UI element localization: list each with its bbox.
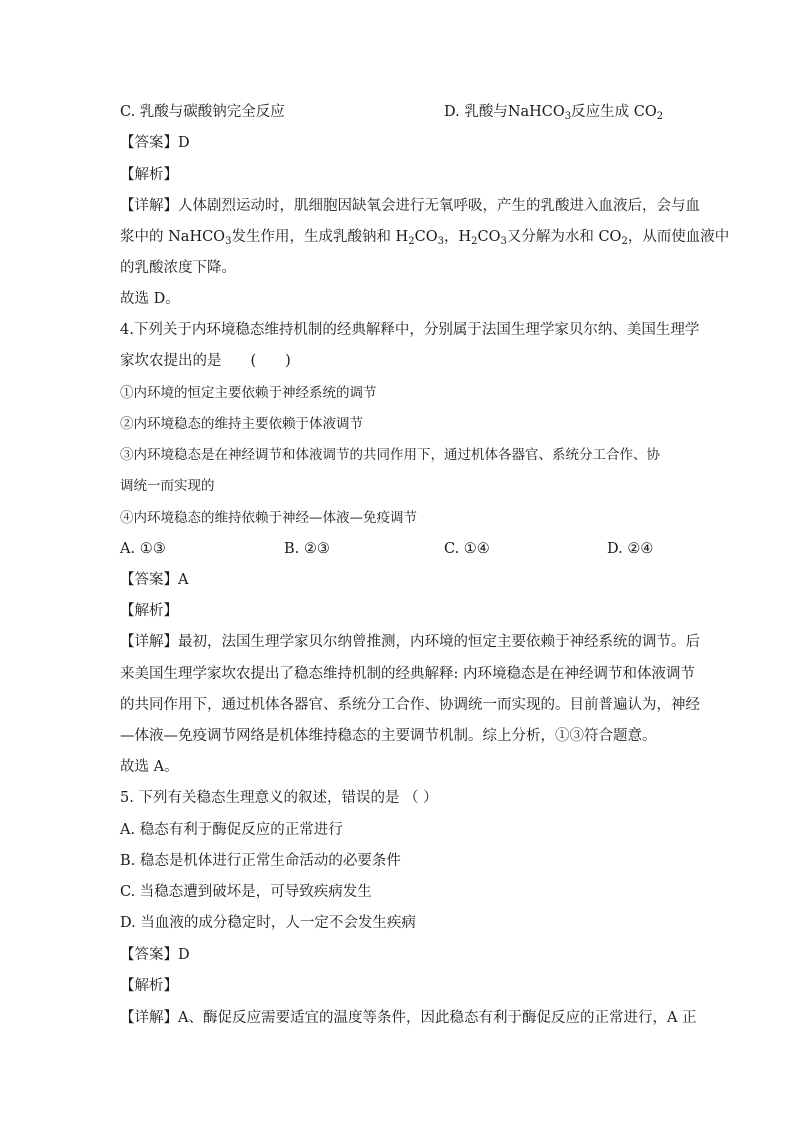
q4-item-4: ④内环境稳态的维持依赖于神经—体液—免疫调节 [120, 510, 417, 526]
q4-detail-line-3: 的共同作用下，通过机体各器官、系统分工合作、协调统一而实现的。目前普遍认为，神经 [120, 697, 700, 713]
q3-option-c: C. 乳酸与碳酸钠完全反应 [120, 104, 285, 120]
q5-option-d: D. 当血液的成分稳定时，人一定不会发生疾病 [120, 915, 416, 931]
q4-item-3-line-1: ③内环境稳态是在神经调节和体液调节的共同作用下，通过机体各器官、系统分工合作、协 [120, 447, 660, 463]
q5-analysis-heading: 【解析】 [120, 978, 178, 994]
q5-detail-line-1: 【详解】A、酶促反应需要适宜的温度等条件，因此稳态有利于酶促反应的正常进行，A 正 [120, 1010, 697, 1026]
q5-option-c: C. 当稳态遭到破坏是，可导致疾病发生 [120, 884, 372, 900]
q4-item-3-line-2: 调统一而实现的 [120, 478, 215, 494]
q5-option-b: B. 稳态是机体进行正常生命活动的必要条件 [120, 853, 401, 869]
q4-item-2: ②内环境稳态的维持主要依赖于体液调节 [120, 416, 363, 432]
q3-answer: 【答案】D [120, 135, 190, 151]
q4-detail-line-4: —体液—免疫调节网络是机体维持稳态的主要调节机制。综上分析，①③符合题意。 [120, 728, 657, 744]
q3-detail-line-1: 【详解】人体剧烈运动时，肌细胞因缺氧会进行无氧呼吸，产生的乳酸进入血液后，会与血 [120, 198, 700, 214]
q4-option-c: C. ①④ [444, 541, 490, 557]
q5-stem: 5. 下列有关稳态生理意义的叙述，错误的是 （ ） [120, 790, 438, 806]
q4-option-b: B. ②③ [284, 541, 330, 557]
q3-detail-line-3: 的乳酸浓度下降。 [120, 260, 236, 276]
q3-option-d: D. 乳酸与NaHCO$_3$反应生成 $CO_2$ [444, 104, 664, 122]
q4-item-1: ①内环境的恒定主要依赖于神经系统的调节 [120, 385, 377, 401]
q5-answer: 【答案】D [120, 947, 190, 963]
q4-answer: 【答案】A [120, 572, 189, 588]
q3-conclusion: 故选 D。 [120, 291, 180, 307]
q4-stem-line-2: 家坎农提出的是 ( ) [120, 353, 291, 369]
q4-stem-line-1: 4.下列关于内环境稳态维持机制的经典解释中，分别属于法国生理学家贝尔纳、美国生理学 [120, 322, 700, 338]
q3-detail-line-2: 浆中的 NaHCO$_3$发生作用，生成乳酸钠和 $H_2CO_3$，$H_2CO_3$又分解为水和 $CO_2$，从而使血液中 [120, 229, 730, 247]
q3-analysis-heading: 【解析】 [120, 167, 178, 183]
q4-detail-line-1: 【详解】最初，法国生理学家贝尔纳曾推测，内环境的恒定主要依赖于神经系统的调节。后 [120, 634, 700, 650]
q4-detail-line-2: 来美国生理学家坎农提出了稳态维持机制的经典解释: 内环境稳态是在神经调节和体液调节 [120, 666, 695, 682]
q4-conclusion: 故选 A。 [120, 759, 179, 775]
q4-analysis-heading: 【解析】 [120, 603, 178, 619]
q5-option-a: A. 稳态有利于酶促反应的正常进行 [120, 822, 343, 838]
q4-option-d: D. ②④ [607, 541, 654, 557]
q4-option-a: A. ①③ [120, 541, 166, 557]
